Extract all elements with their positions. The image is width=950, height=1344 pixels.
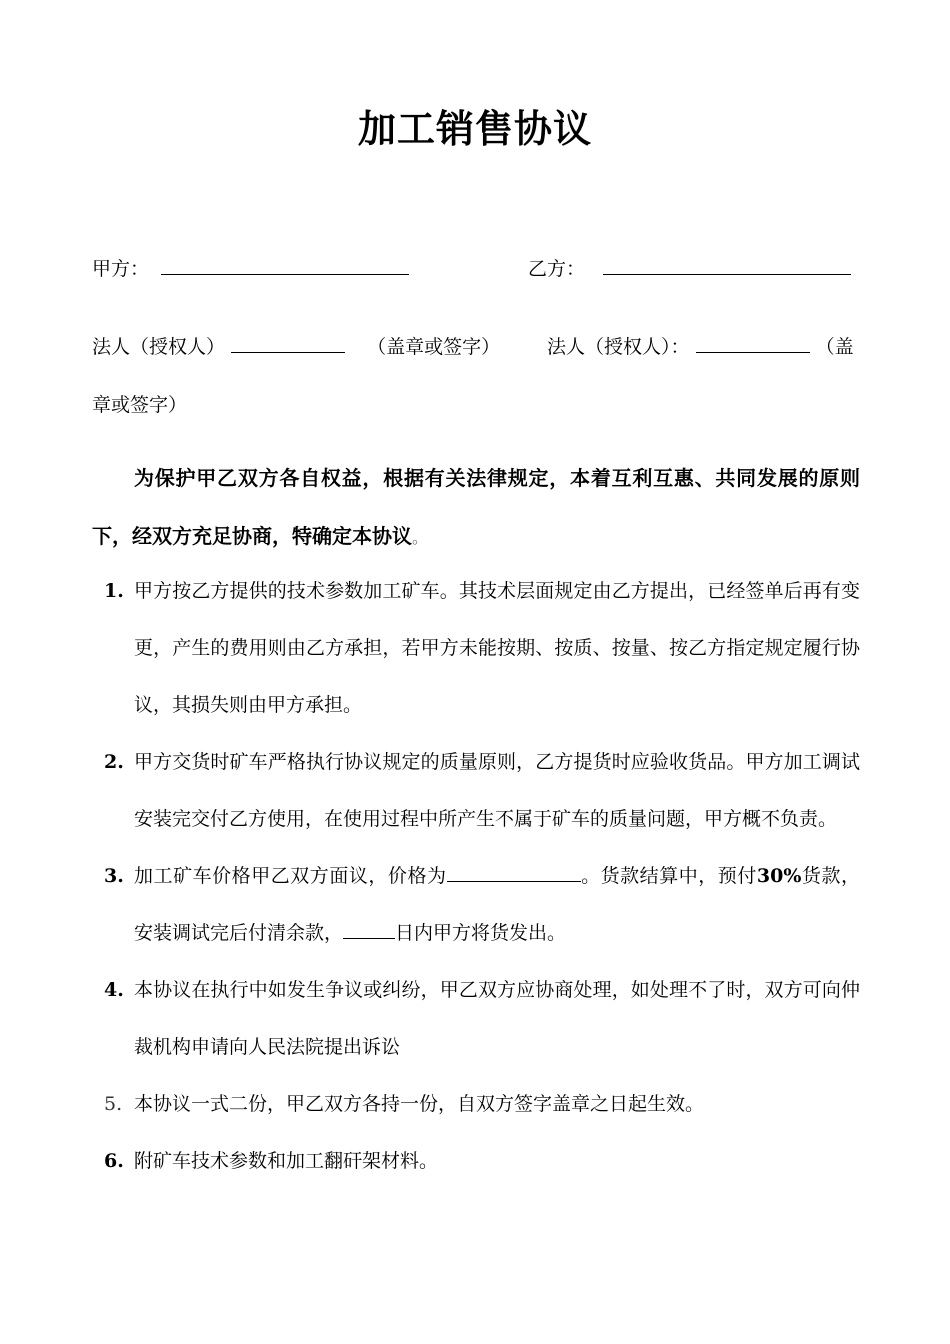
clause-number: 5. <box>104 1093 123 1115</box>
intro-text: 为保护甲乙双方各自权益，根据有关法律规定，本着互利互惠、共同发展的原则下，经双方充足协商，特确定本协议 <box>92 466 860 548</box>
clause-item <box>92 734 860 848</box>
days-blank[interactable] <box>343 920 395 939</box>
clause-number: 3. <box>104 865 124 887</box>
clause-text: 本协议一式二份，甲乙双方各持一份，自双方签字盖章之日起生效。 <box>134 1093 705 1115</box>
party-a-blank[interactable] <box>161 256 409 275</box>
party-b-row <box>528 256 851 282</box>
clause-number: 2. <box>104 751 124 773</box>
intro-tail: 。 <box>412 528 429 547</box>
legal-b-blank[interactable] <box>696 334 810 353</box>
document-title: 加工销售协议 <box>357 107 592 151</box>
party-a-label: 甲方： <box>92 258 150 280</box>
clause-text-a: 加工矿车价格甲乙双方面议，价格为 <box>134 865 447 887</box>
clause-text: 甲方交货时矿车严格执行协议规定的质量原则，乙方提货时应验收货品。甲方加工调试安装完交付乙方使用，在使用过程中所产生不属于矿车的质量问题，甲方概不负责。 <box>134 751 860 830</box>
seal-b-note-part1: （盖 <box>815 336 854 358</box>
party-a-row <box>92 256 409 282</box>
clause-item <box>92 1076 860 1133</box>
clause-text: 本协议在执行中如发生争议或纠纷，甲乙双方应协商处理，如处理不了时，双方可向仲裁机构申请向人民法院提出诉讼 <box>134 979 860 1058</box>
clause-number: 4. <box>104 979 124 1001</box>
legal-b-row <box>547 334 854 360</box>
legal-a-row <box>92 334 500 360</box>
legal-a-label: 法人（授权人） <box>92 336 226 358</box>
prepay-percent: 30% <box>756 865 802 887</box>
clause-number: 6. <box>104 1150 124 1172</box>
clause-text-d: 日内甲方将货发出。 <box>395 922 567 944</box>
price-blank[interactable] <box>447 863 581 882</box>
clause-text: 甲方按乙方提供的技术参数加工矿车。其技术层面规定由乙方提出，已经签单后再有变更，产生的费用则由乙方承担，若甲方未能按期、按质、按量、按乙方指定规定履行协议，其损失则由甲方承担。 <box>134 580 860 716</box>
clause-list <box>92 563 860 1190</box>
party-b-blank[interactable] <box>603 256 851 275</box>
clause-text-b: 。货款结算中，预付 <box>580 865 757 887</box>
clause-item <box>92 848 860 962</box>
seal-b-note-part2: 章或签字） <box>92 394 188 416</box>
clause-text-c: 货款，安装调试完后付清余款， <box>134 865 860 944</box>
clause-item <box>92 962 860 1076</box>
seal-b-row <box>92 392 187 418</box>
party-b-label: 乙方： <box>528 258 586 280</box>
seal-a-note: （盖章或签字） <box>367 336 501 358</box>
legal-a-blank[interactable] <box>231 334 345 353</box>
clause-item <box>92 1133 860 1190</box>
clause-item <box>92 563 860 734</box>
intro-paragraph <box>92 449 860 567</box>
clause-number: 1. <box>104 580 124 602</box>
legal-b-label: 法人（授权人）： <box>547 336 690 358</box>
clause-text: 附矿车技术参数和加工翻矸架材料。 <box>134 1150 439 1172</box>
